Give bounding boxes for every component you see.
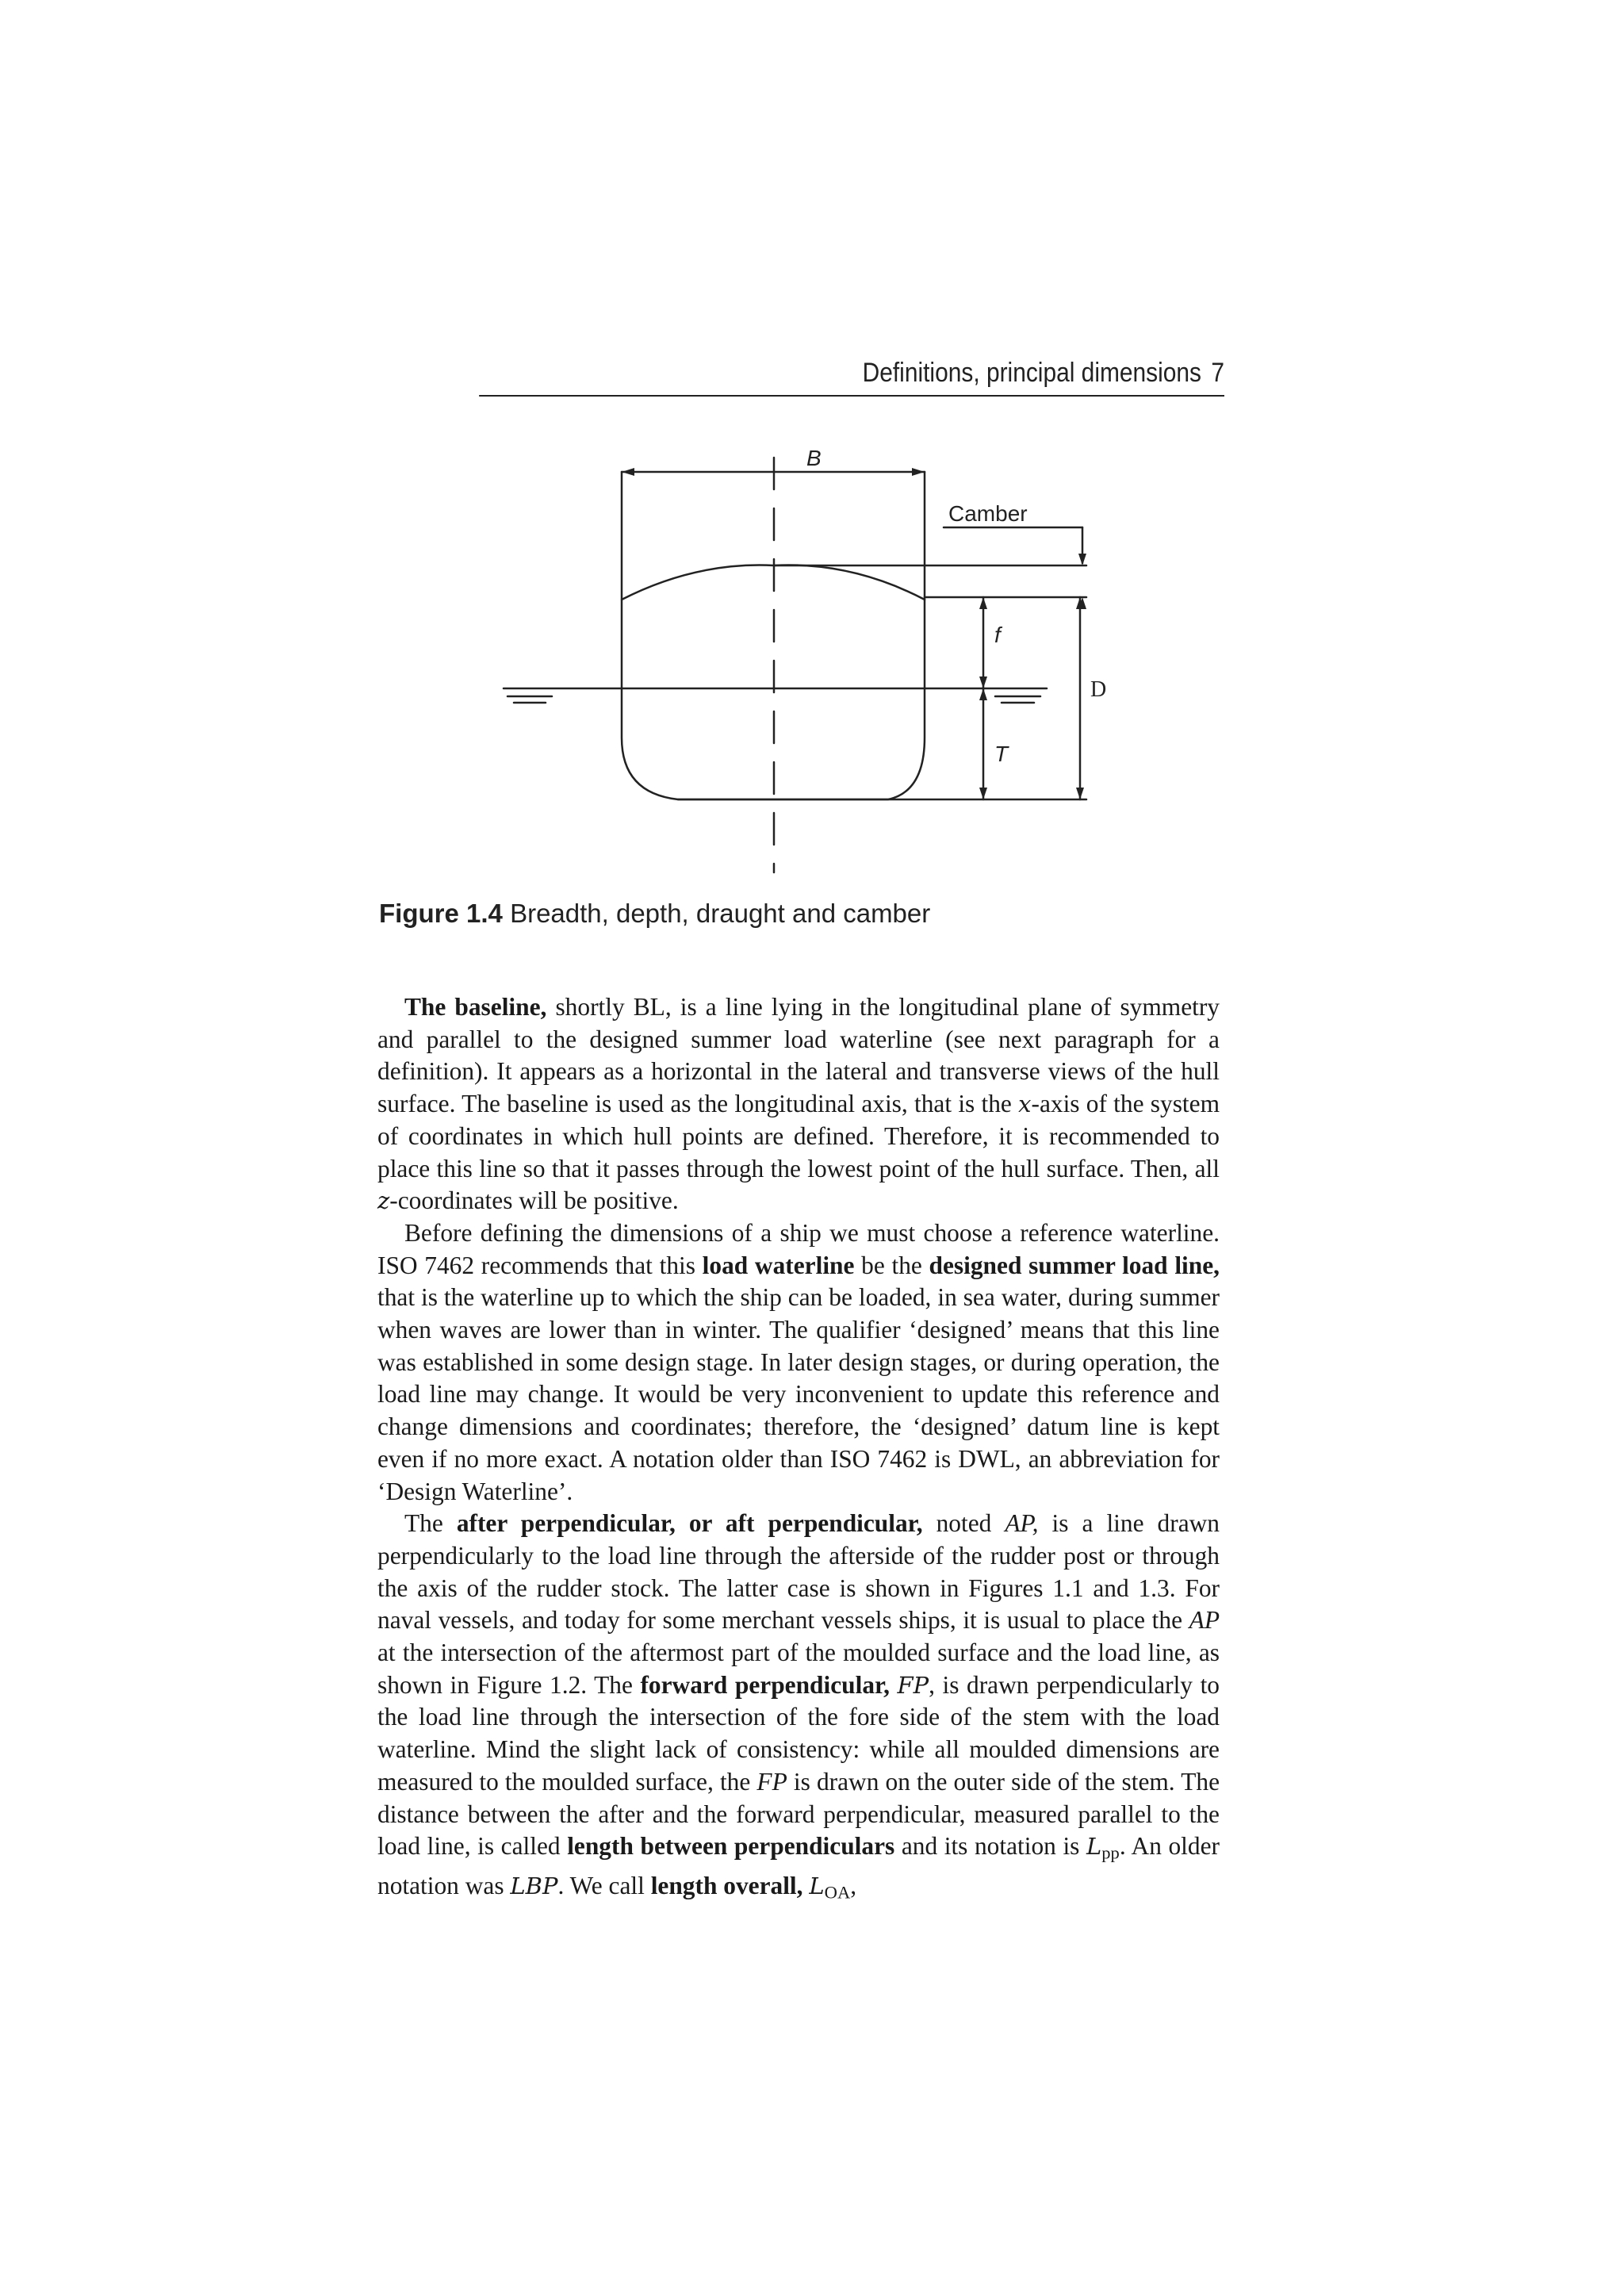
term-baseline: The baseline, (404, 993, 547, 1021)
term-after-perpendicular: after perpendicular, or aft perpendicular, (456, 1509, 923, 1538)
label-camber: Camber (948, 501, 1028, 526)
term-designed-summer-load-line: designed summer load line, (929, 1251, 1220, 1279)
arrow-t-top (979, 688, 987, 700)
arrow-camber-down (1078, 554, 1086, 565)
symbol-x: x (1018, 1091, 1032, 1118)
term-length-between-perpendiculars: length between perpendiculars (567, 1832, 895, 1861)
page-number: 7 (1211, 358, 1224, 388)
term-length-overall: length overall, (650, 1871, 803, 1899)
body-text (377, 991, 1220, 1909)
figure-number: Figure 1.4 (379, 899, 503, 928)
caption-text: Breadth, depth, draught and camber (510, 899, 931, 928)
label-freeboard: f (994, 623, 1001, 647)
waterline-symbol-right (995, 696, 1040, 703)
paragraph-load-waterline: Before defining the dimensions of a ship we must choose a reference waterline. ISO 7462 recommends that this load waterline be the designed summer load line, that is the waterline up to which the ship can be loaded, in sea water, during summer when waves are lower than in winter. The qualifier ‘designed’ means that this line was established in some design stage. In later design stages, or during operation, the load line may change. It would be very inconvenient to update this reference and change dimensions and coordinates; therefore, the ‘designed’ datum line is kept even if no more exact. A notation older than ISO 7462 is DWL, an abbreviation for ‘Design Waterline’. (377, 1218, 1220, 1505)
arrow-d-bottom (1076, 788, 1084, 799)
paragraph-perpendiculars: The after perpendicular, or aft perpendicular, noted AP, is a line drawn perpendicularly to the load line through the afterside of the rudder post or through the axis of the rudder stock. The latter case is shown in Figures 1.1 and 1.3. For naval vessels, and today for some merchant vessels ships, it is usual to place the AP at the intersection of the aftermost part of the moulded surface and the load line, as shown in Figure 1.2. The forward perpendicular, FP, is drawn perpendicularly to the load line through the intersection of the fore side of the stem with the load waterline. Mind the slight lack of consistency: while all moulded dimensions are measured to the moulded surface, the FP is drawn on the outer side of the stem. The distance between the after and the forward perpendicular, measured parallel to the load line, is called length between perpendiculars and its notation is $L_{pp}$. An older notation was LBP. We call length overall, $L_{OA}$, (377, 1509, 1220, 1903)
paragraph-baseline: The baseline, shortly BL, is a line lying in the longitudinal plane of symmetry and parallel to the designed summer load waterline (see next paragraph for a definition). It appears as a horizontal in the lateral and transverse views of the hull surface. The baseline is used as the longitudinal axis, that is the x-axis of the system of coordinates in which hull points are defined. Therefore, it is recommended to place this line so that it passes through the lowest point of the hull surface. Then, all z-coordinates will be positive. (377, 993, 1220, 1215)
figure-hull-section (476, 444, 1142, 888)
symbol-z: z (377, 1187, 390, 1215)
arrow-breadth-left (622, 468, 634, 476)
hull-section-diagram (476, 444, 1142, 888)
label-breadth: B (806, 446, 822, 470)
label-draught: T (994, 742, 1009, 766)
waterline-symbol-left (508, 696, 552, 703)
arrow-t-bottom (979, 788, 987, 799)
label-depth: D (1090, 677, 1107, 702)
term-load-waterline: load waterline (702, 1251, 855, 1279)
running-title: Definitions, principal dimensions (862, 358, 1202, 388)
figure-caption (379, 895, 1220, 933)
term-forward-perpendicular: forward perpendicular, (640, 1670, 890, 1699)
arrow-f-top (979, 597, 987, 609)
arrow-f-bottom (979, 677, 987, 688)
running-head (479, 354, 1224, 397)
arrow-breadth-right (912, 468, 925, 476)
